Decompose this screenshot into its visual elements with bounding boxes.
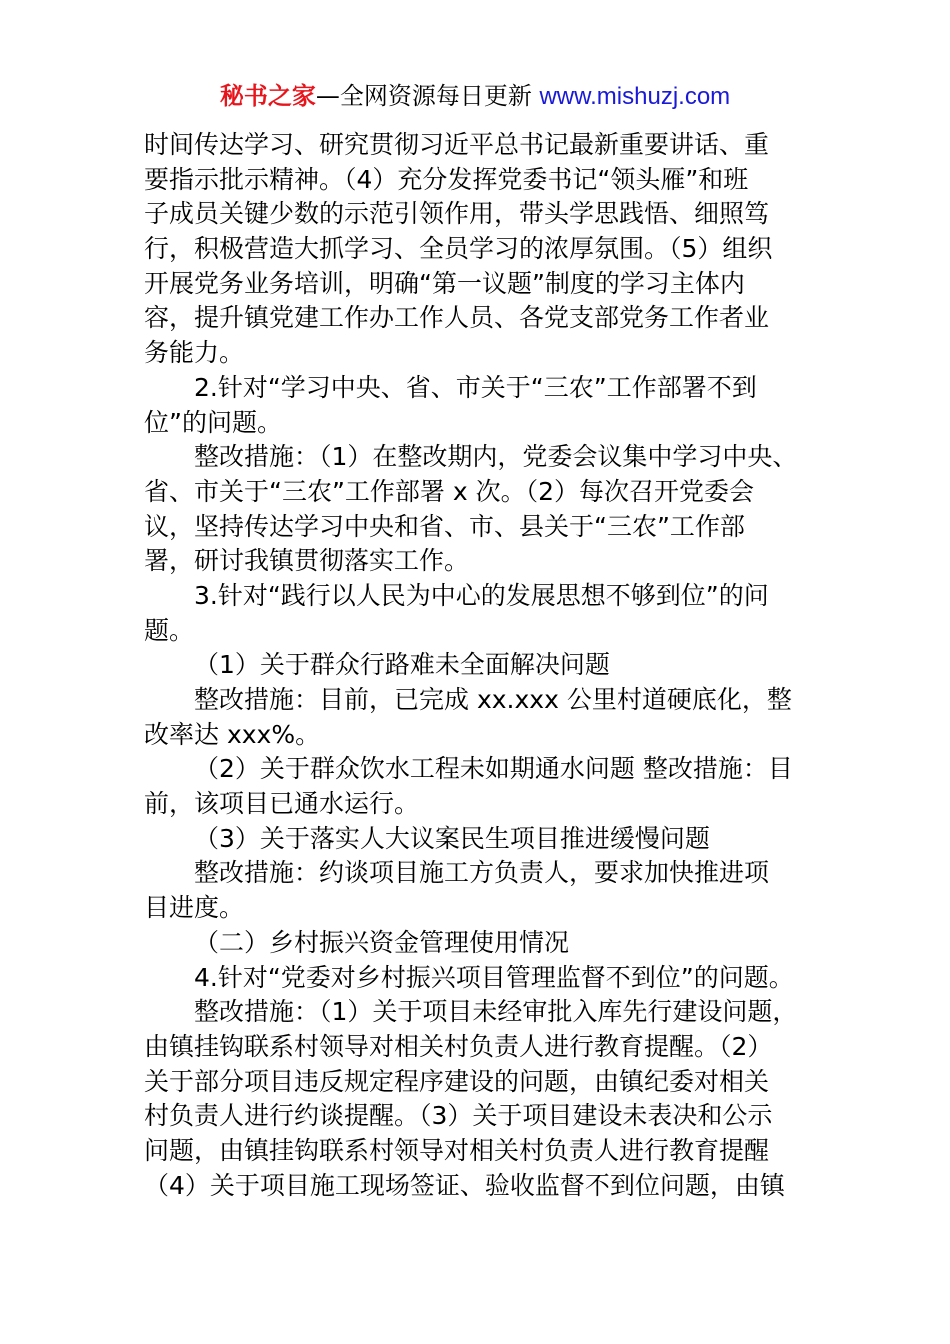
text-line: 由镇挂钩联系村领导对相关村负责人进行教育提醒。（2）: [144, 1031, 773, 1061]
text-line: 目进度。: [144, 893, 245, 923]
text-line: 2.针对“学习中央、省、市关于“三农”工作部署不到: [194, 372, 757, 402]
text-line: 村负责人进行约谈提醒。（3）关于项目建设未表决和公示: [144, 1101, 773, 1131]
page-header: [0, 80, 950, 113]
header-tagline: —全网资源每日更新: [315, 82, 532, 110]
text-line: （二）乡村振兴资金管理使用情况: [194, 927, 570, 957]
text-line: 4.针对“党委对乡村振兴项目管理监督不到位”的问题。: [194, 962, 794, 992]
text-line: 务能力。: [144, 338, 245, 368]
text-line: 整改措施：（1）关于项目未经审批入库先行建设问题，: [194, 997, 798, 1027]
text-line: （3）关于落实人大议案民生项目推进缓慢问题: [194, 823, 710, 853]
site-link[interactable]: www.mishuzj.com: [539, 83, 731, 110]
text-line: 改率达 xxx%。: [144, 719, 321, 749]
text-line: 要指示批示精神。（4）充分发挥党委书记“领头雁”和班: [144, 164, 749, 194]
text-line: 整改措施：（1）在整改期内，党委会议集中学习中央、: [194, 442, 798, 472]
text-line: （1）关于群众行路难未全面解决问题: [194, 650, 610, 680]
text-line: 省、市关于“三农”工作部署 x 次。（2）每次召开党委会: [144, 476, 754, 506]
text-line: 议，坚持传达学习中央和省、市、县关于“三农”工作部: [144, 511, 745, 541]
document-body: [144, 128, 816, 1203]
text-line: （4）关于项目施工现场签证、验收监督不到位问题，由镇: [144, 1170, 785, 1200]
text-line: 整改措施：约谈项目施工方负责人，要求加快推进项: [194, 858, 770, 888]
text-line: 关于部分项目违反规定程序建设的问题，由镇纪委对相关: [144, 1066, 770, 1096]
text-line: 开展党务业务培训，明确“第一议题”制度的学习主体内: [144, 268, 745, 298]
text-line: 位”的问题。: [144, 407, 282, 437]
text-line: 前，该项目已通水运行。: [144, 789, 420, 819]
text-line: 行，积极营造大抓学习、全员学习的浓厚氛围。（5）组织: [144, 234, 773, 264]
text-line: 子成员关键少数的示范引领作用，带头学思践悟、细照笃: [144, 199, 770, 229]
text-line: 题。: [144, 615, 195, 645]
brand-name: 秘书之家: [219, 82, 316, 110]
text-line: 3.针对“践行以人民为中心的发展思想不够到位”的问: [194, 580, 769, 610]
text-line: 时间传达学习、研究贯彻习近平总书记最新重要讲话、重: [144, 130, 770, 159]
text-line: 署，研讨我镇贯彻落实工作。: [144, 546, 470, 576]
text-line: 问题，由镇挂钩联系村领导对相关村负责人进行教育提醒: [144, 1135, 770, 1165]
text-line: 容，提升镇党建工作办工作人员、各党支部党务工作者业: [144, 303, 770, 333]
text-line: 整改措施：目前，已完成 xx.xxx 公里村道硬底化，整: [194, 685, 792, 714]
text-line: （2）关于群众饮水工程未如期通水问题 整改措施：目: [194, 754, 793, 784]
